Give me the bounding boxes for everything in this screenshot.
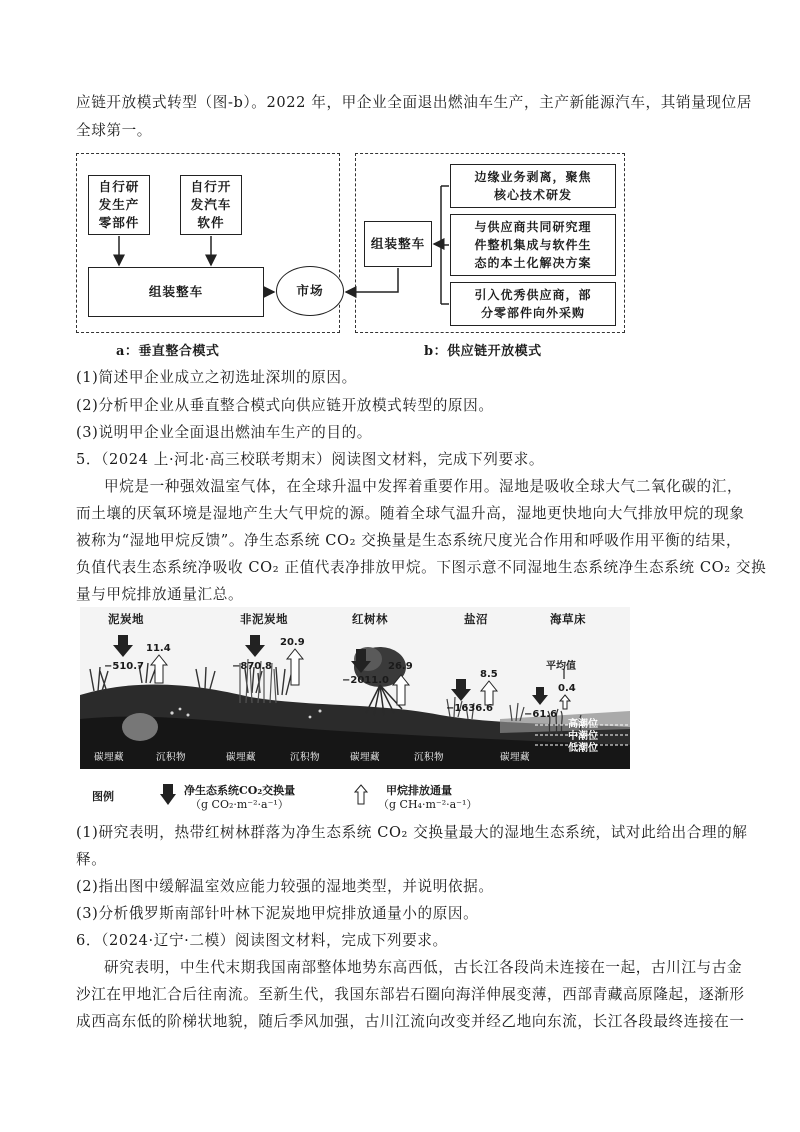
label-seagrass: 海草床	[550, 612, 586, 626]
label-saltmarsh: 盐沼	[464, 612, 488, 626]
ch4-seagrass: 0.4	[558, 683, 576, 694]
soil-label: 碳埋藏	[226, 752, 257, 763]
co2-saltmarsh: −1636.6	[446, 703, 493, 714]
tide-mid: 中潮位	[568, 731, 598, 742]
co2-peat: −510.7	[104, 661, 145, 672]
q5-para-4: 负值代表生态系统净吸收 CO₂ 正值代表净排放甲烷。下图示意不同湿地生态系统净生态系统 CO₂ 交换	[76, 559, 767, 576]
q6-para-2: 沙江在甲地汇合后往南流。至新生代，我国东部岩石圈向海洋伸展变薄，西部青藏高原隆起，逐渐形	[76, 986, 745, 1003]
tide-high: 高潮位	[568, 719, 598, 730]
q5-para-3: 被称为“湿地甲烷反馈”。净生态系统 CO₂ 交换量是生态系统尺度光合作用和呼吸作用平衡的结果，	[76, 532, 742, 549]
legend-ch4-title: 甲烷排放通量	[386, 784, 452, 797]
label-nonpeat: 非泥炭地	[240, 612, 288, 626]
soil-label: 碳埋藏	[500, 752, 531, 763]
box-assemble-a: 组装整车	[88, 267, 264, 317]
wetland-figure	[80, 607, 630, 769]
ch4-nonpeat: 20.9	[280, 637, 305, 648]
legend-ch4-icon	[354, 784, 368, 806]
ch4-arrow-peat	[151, 655, 167, 683]
co2-nonpeat: −870.8	[232, 661, 273, 672]
soil-label: 碳埋藏	[94, 752, 125, 763]
q4-sub1: (1)简述甲企业成立之初选址深圳的原因。	[76, 369, 357, 386]
arrow-to-market-b	[346, 268, 398, 292]
legend-co2-unit: （g CO₂·m⁻²·a⁻¹）	[190, 798, 289, 811]
q4-sub2: (2)分析甲企业从垂直整合模式向供应链开放模式转型的原因。	[76, 397, 494, 414]
ch4-peat: 11.4	[146, 643, 171, 654]
q5-sub1-b: 释。	[76, 851, 107, 868]
q5-para-1: 甲烷是一种强效温室气体，在全球升温中发挥着重要作用。湿地是吸收全球大气二氧化碳的汇，	[104, 478, 743, 495]
box-option-2: 与供应商共同研究理 件整机集成与软件生 态的本土化解决方案	[450, 214, 616, 276]
q5-sub1-a: (1)研究表明，热带红树林群落为净生态系统 CO₂ 交换量最大的湿地生态系统，试对此给出合理的解	[76, 824, 748, 841]
ch4-arrow-saltmarsh	[481, 681, 497, 705]
soil-label: 沉积物	[156, 752, 187, 763]
co2-seagrass: −61.6	[524, 709, 558, 720]
wetland-landscape	[80, 607, 630, 769]
q4-sub3: (3)说明甲企业全面退出燃油车生产的目的。	[76, 424, 372, 441]
legend-ch4-unit: （g CH₄·m⁻²·a⁻¹）	[378, 798, 478, 811]
caption-a: a：垂直整合模式	[116, 344, 220, 359]
q5-para-2: 而土壤的厌氧环境是湿地产生大气甲烷的源。随着全球气温升高，湿地更快地向大气排放甲烷的现象	[76, 505, 745, 522]
legend-co2-icon	[160, 784, 176, 806]
intro-line-2: 全球第一。	[76, 122, 152, 139]
label-peat: 泥炭地	[108, 612, 144, 626]
box-self-parts: 自行研 发生产 零部件	[88, 175, 150, 235]
co2-arrow-seagrass	[532, 687, 548, 705]
ch4-arrow-seagrass	[560, 695, 570, 709]
soil-label: 碳埋藏	[350, 752, 381, 763]
box-self-software: 自行开 发汽车 软件	[180, 175, 242, 235]
co2-arrow-peat	[113, 635, 133, 657]
q6-para-3: 成西高东低的阶梯状地貌，随后季风加强，古川江流向改变并经乙地向东流，长江各段最终连接在一	[76, 1013, 745, 1030]
ch4-saltmarsh: 8.5	[480, 669, 498, 680]
market-ellipse: 市场	[276, 266, 344, 316]
q6-para-1: 研究表明，中生代末期我国南部整体地势东高西低，古长江各段尚未连接在一起，古川江与古金	[104, 959, 743, 976]
q5-sub3: (3)分析俄罗斯南部针叶林下泥炭地甲烷排放通量小的原因。	[76, 905, 479, 922]
box-assemble-b: 组装整车	[364, 221, 432, 267]
diagram-arrows	[0, 0, 800, 360]
tide-low: 低潮位	[568, 743, 598, 754]
q5-heading: 5．（2024 上·河北·高三校联考期末）阅读图文材料，完成下列要求。	[76, 451, 545, 468]
soil-label: 沉积物	[290, 752, 321, 763]
legend-label: 图例	[92, 790, 114, 803]
box-option-3: 引入优秀供应商，部 分零部件向外采购	[450, 282, 616, 326]
q5-sub2: (2)指出图中缓解温室效应能力较强的湿地类型，并说明依据。	[76, 878, 494, 895]
seagrass-avg-label: 平均值	[546, 661, 576, 672]
intro-line-1: 应链开放模式转型（图-b）。2022 年，甲企业全面退出燃油车生产，主产新能源汽车，其销量现位居	[76, 94, 752, 111]
co2-mangrove: −2011.0	[342, 675, 389, 686]
ch4-mangrove: 26.9	[388, 661, 413, 672]
soil-label: 沉积物	[414, 752, 445, 763]
label-mangrove: 红树林	[352, 612, 388, 626]
box-option-1: 边缘业务剥离，聚焦 核心技术研发	[450, 164, 616, 208]
q6-heading: 6．（2024·辽宁·二模）阅读图文材料，完成下列要求。	[76, 932, 448, 949]
co2-arrow-saltmarsh	[451, 679, 471, 701]
caption-b: b：供应链开放模式	[424, 344, 542, 359]
legend-co2-title: 净生态系统CO₂交换量	[184, 784, 296, 797]
co2-arrow-nonpeat	[245, 635, 265, 657]
q5-para-5: 量与甲烷排放通量汇总。	[76, 586, 244, 603]
